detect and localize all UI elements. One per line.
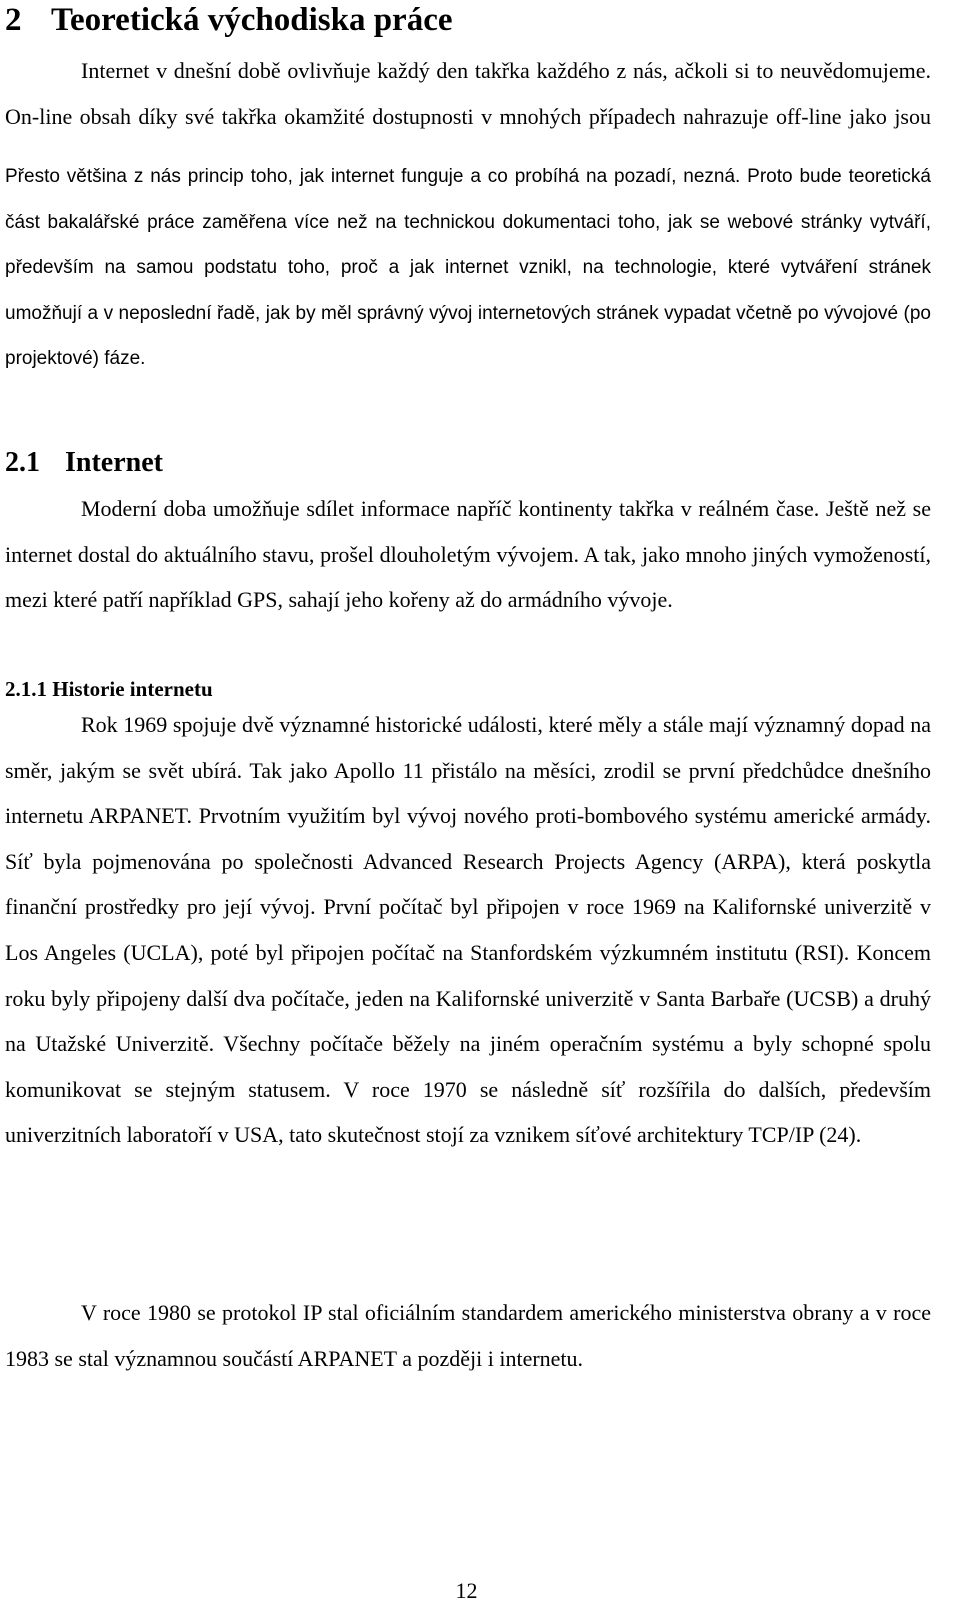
section-title: Internet (65, 447, 163, 478)
chapter-title: Teoretická východiska práce (51, 2, 453, 38)
subsection-number: 2.1.1 (5, 677, 47, 701)
page-number: 12 (455, 1578, 478, 1603)
subsection-heading (5, 676, 213, 702)
section-paragraph: Moderní doba umožňuje sdílet informace napříč kontinenty takřka v reálném čase. Ještě než se internet dostal do aktuálního stavu, prošel dlouholetým vývojem. A tak, jako mnoho jiných vymožeností, mezi které patří například GPS, sahají jeho kořeny až do armádního vývoje. (5, 496, 931, 613)
chapter-intro-sans-part: Přesto většina z nás princip toho, jak internet funguje a co probíhá na pozadí, nezná. Proto bude teoretická část bakalářské práce zaměřena více než na technickou dokumentaci toho, jak se webové stránky vytváří, především na samou podstatu toho, proč a jak internet vznikl, na technologie, které vytváření stránek umožňují a v neposlední řadě, jak by měl správný vývoj internetových stránek vypadat včetně po vývojové (po projektové) fáze. (5, 166, 931, 369)
section-heading (5, 446, 163, 480)
chapter-number: 2 (5, 2, 22, 38)
subsection-paragraph-2: V roce 1980 se protokol IP stal oficiálním standardem amerického ministerstva obrany a v roce 1983 se stal významnou součástí ARPANET a později i internetu. (5, 1300, 931, 1371)
chapter-heading (5, 0, 453, 40)
section-number: 2.1 (5, 447, 40, 478)
chapter-intro-serif-part: Internet v dnešní době ovlivňuje každý den takřka každého z nás, ačkoli si to neuvědomujeme. On-line obsah díky své takřka okamžité dostupnosti v mnohých případech nahrazuje off-line jako jsou (5, 58, 931, 129)
subsection-title: Historie internetu (52, 677, 213, 701)
subsection-paragraph-1: Rok 1969 spojuje dvě významné historické události, které měly a stále mají významný dopad na směr, jakým se svět ubírá. Tak jako Apollo 11 přistálo na měsíci, zrodil se první předchůdce dnešního internetu ARPANET. Prvotním využitím byl vývoj nového proti-bombového systému americké armády. Síť byla pojmenována po společnosti Advanced Research Projects Agency (ARPA), která poskytla finanční prostředky pro její vývoj. První počítač byl připojen v roce 1969 na Kalifornské univerzitě v Los Angeles (UCLA), poté byl připojen počítač na Stanfordském výzkumném institutu (RSI). Koncem roku byly připojeny další dva počítače, jeden na Kalifornské univerzitě v Santa Barbaře (UCSB) a druhý na Utažské Univerzitě. Všechny počítače běžely na jiném operačním systému a byly schopné spolu komunikovat se stejným statusem. V roce 1970 se následně síť rozšířila do dalších, především univerzitních laboratoří v USA, tato skutečnost stojí za vznikem síťové architektury TCP/IP (24). (5, 712, 931, 1148)
